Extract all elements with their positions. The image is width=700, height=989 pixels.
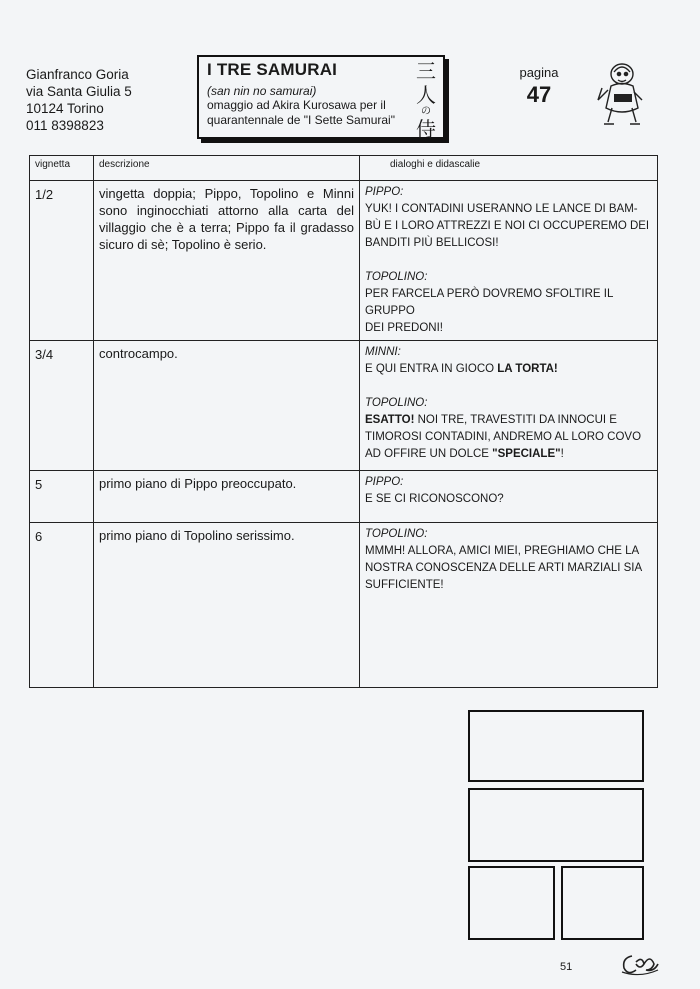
dialogue-line: PER FARCELA PERÒ DOVREMO SFOLTIRE IL GRUPPO: [365, 288, 613, 317]
footer-page-number: 51: [560, 961, 573, 973]
speaker-label: PIPPO:: [365, 186, 404, 198]
dialogue-line: SUFFICIENTE!: [365, 579, 444, 591]
kanji-char: 人: [416, 83, 436, 107]
dialogue-text: NOI TRE, TRAVESTITI DA INNOCUI E: [414, 414, 617, 426]
story-title: I TRE SAMURAI: [207, 60, 338, 79]
dedication-line-1: omaggio ad Akira Kurosawa per il: [207, 98, 386, 112]
speaker-label: TOPOLINO:: [365, 528, 428, 540]
dedication-line-2: quarantennale de "I Sette Samurai": [207, 113, 395, 127]
table-row: [30, 523, 658, 688]
page-label: pagina: [519, 65, 559, 80]
author-block: [26, 66, 132, 134]
cartoon-character-icon: [590, 58, 650, 130]
vignetta-cell: 3/4: [30, 341, 94, 471]
dialogue-bold: LA TORTA!: [497, 363, 558, 375]
dialogue-line: E SE CI RICONOSCONO?: [365, 493, 504, 505]
speaker-label: TOPOLINO:: [365, 271, 428, 283]
kanji-char: の: [421, 106, 431, 117]
vignetta-cell: 6: [30, 523, 94, 688]
table-row: [30, 181, 658, 341]
header-descrizione: descrizione: [94, 156, 360, 181]
dialogue-cell: [360, 341, 658, 471]
table-header-row: [30, 156, 658, 181]
vignetta-cell: 5: [30, 471, 94, 523]
speaker-label: PIPPO:: [365, 476, 404, 488]
signature-icon: [618, 948, 662, 978]
description-cell: vingetta doppia; Pippo, Topolino e Minni sono inginocchiati attorno alla carta del villaggio che è a terra; Pippo fa il gradasso sicuro di sè; Topolino è serio.: [94, 181, 360, 341]
storyboard-panel: [468, 710, 644, 782]
page-number: 47: [526, 82, 552, 107]
dialogue-text: E QUI ENTRA IN GIOCO: [365, 363, 498, 375]
dialogue-text: !: [560, 448, 564, 460]
description-cell: controcampo.: [94, 341, 360, 471]
speaker-label: TOPOLINO:: [365, 397, 428, 409]
dialogue-line: MMMH! ALLORA, AMICI MIEI, PREGHIAMO CHE LA: [365, 545, 640, 557]
dialogue-line: DEI PREDONI!: [365, 322, 443, 334]
kanji-title: [413, 59, 439, 141]
dialogue-cell: [360, 181, 658, 341]
author-phone: 011 8398823: [26, 118, 104, 133]
description-cell: primo piano di Topolino serissimo.: [94, 523, 360, 688]
kanji-char: 侍: [416, 117, 436, 141]
table-row: [30, 341, 658, 471]
dialogue-line: YUK! I CONTADINI USERANNO LE LANCE DI BAM-: [365, 203, 638, 215]
story-subtitle: (san nin no samurai): [207, 84, 317, 98]
description-cell: primo piano di Pippo preoccupato.: [94, 471, 360, 523]
dialogue-line: NOSTRA CONOSCENZA DELLE ARTI MARZIALI SIA: [365, 562, 643, 574]
dialogue-line: [365, 361, 652, 378]
dialogue-line: BÙ E I LORO ATTREZZI E NOI CI OCCUPEREMO DEI: [365, 220, 650, 232]
dialogue-bold: ESATTO!: [365, 414, 415, 426]
author-address: via Santa Giulia 5: [26, 84, 132, 99]
author-name: Gianfranco Goria: [26, 67, 129, 82]
storyboard-panel: [468, 866, 555, 940]
dialogue-cell: [360, 523, 658, 688]
storyboard-panel: [561, 866, 644, 940]
table-row: [30, 471, 658, 523]
dialogue-line: [365, 446, 652, 463]
title-box: [197, 55, 445, 139]
dialogue-line: [365, 412, 652, 429]
speaker-label: MINNI:: [365, 346, 401, 358]
storyboard-panel: [468, 788, 644, 862]
kanji-char: 三: [416, 59, 436, 83]
author-city: 10124 Torino: [26, 101, 104, 116]
dialogue-line: BANDITI PIÙ BELLICOSI!: [365, 237, 499, 249]
dialogue-cell: [360, 471, 658, 523]
vignetta-cell: 1/2: [30, 181, 94, 341]
header-dialoghi: [360, 156, 658, 181]
dialogue-text: AD OFFIRE UN DOLCE: [365, 448, 493, 460]
header-vignetta: vignetta: [30, 156, 94, 181]
dialogue-bold: "SPECIALE": [492, 448, 561, 460]
script-table: [29, 155, 658, 688]
header-dialoghi-label: dialoghi e didascalie: [390, 159, 481, 170]
dialogue-line: TIMOROSI CONTADINI, ANDREMO AL LORO COVO: [365, 431, 642, 443]
